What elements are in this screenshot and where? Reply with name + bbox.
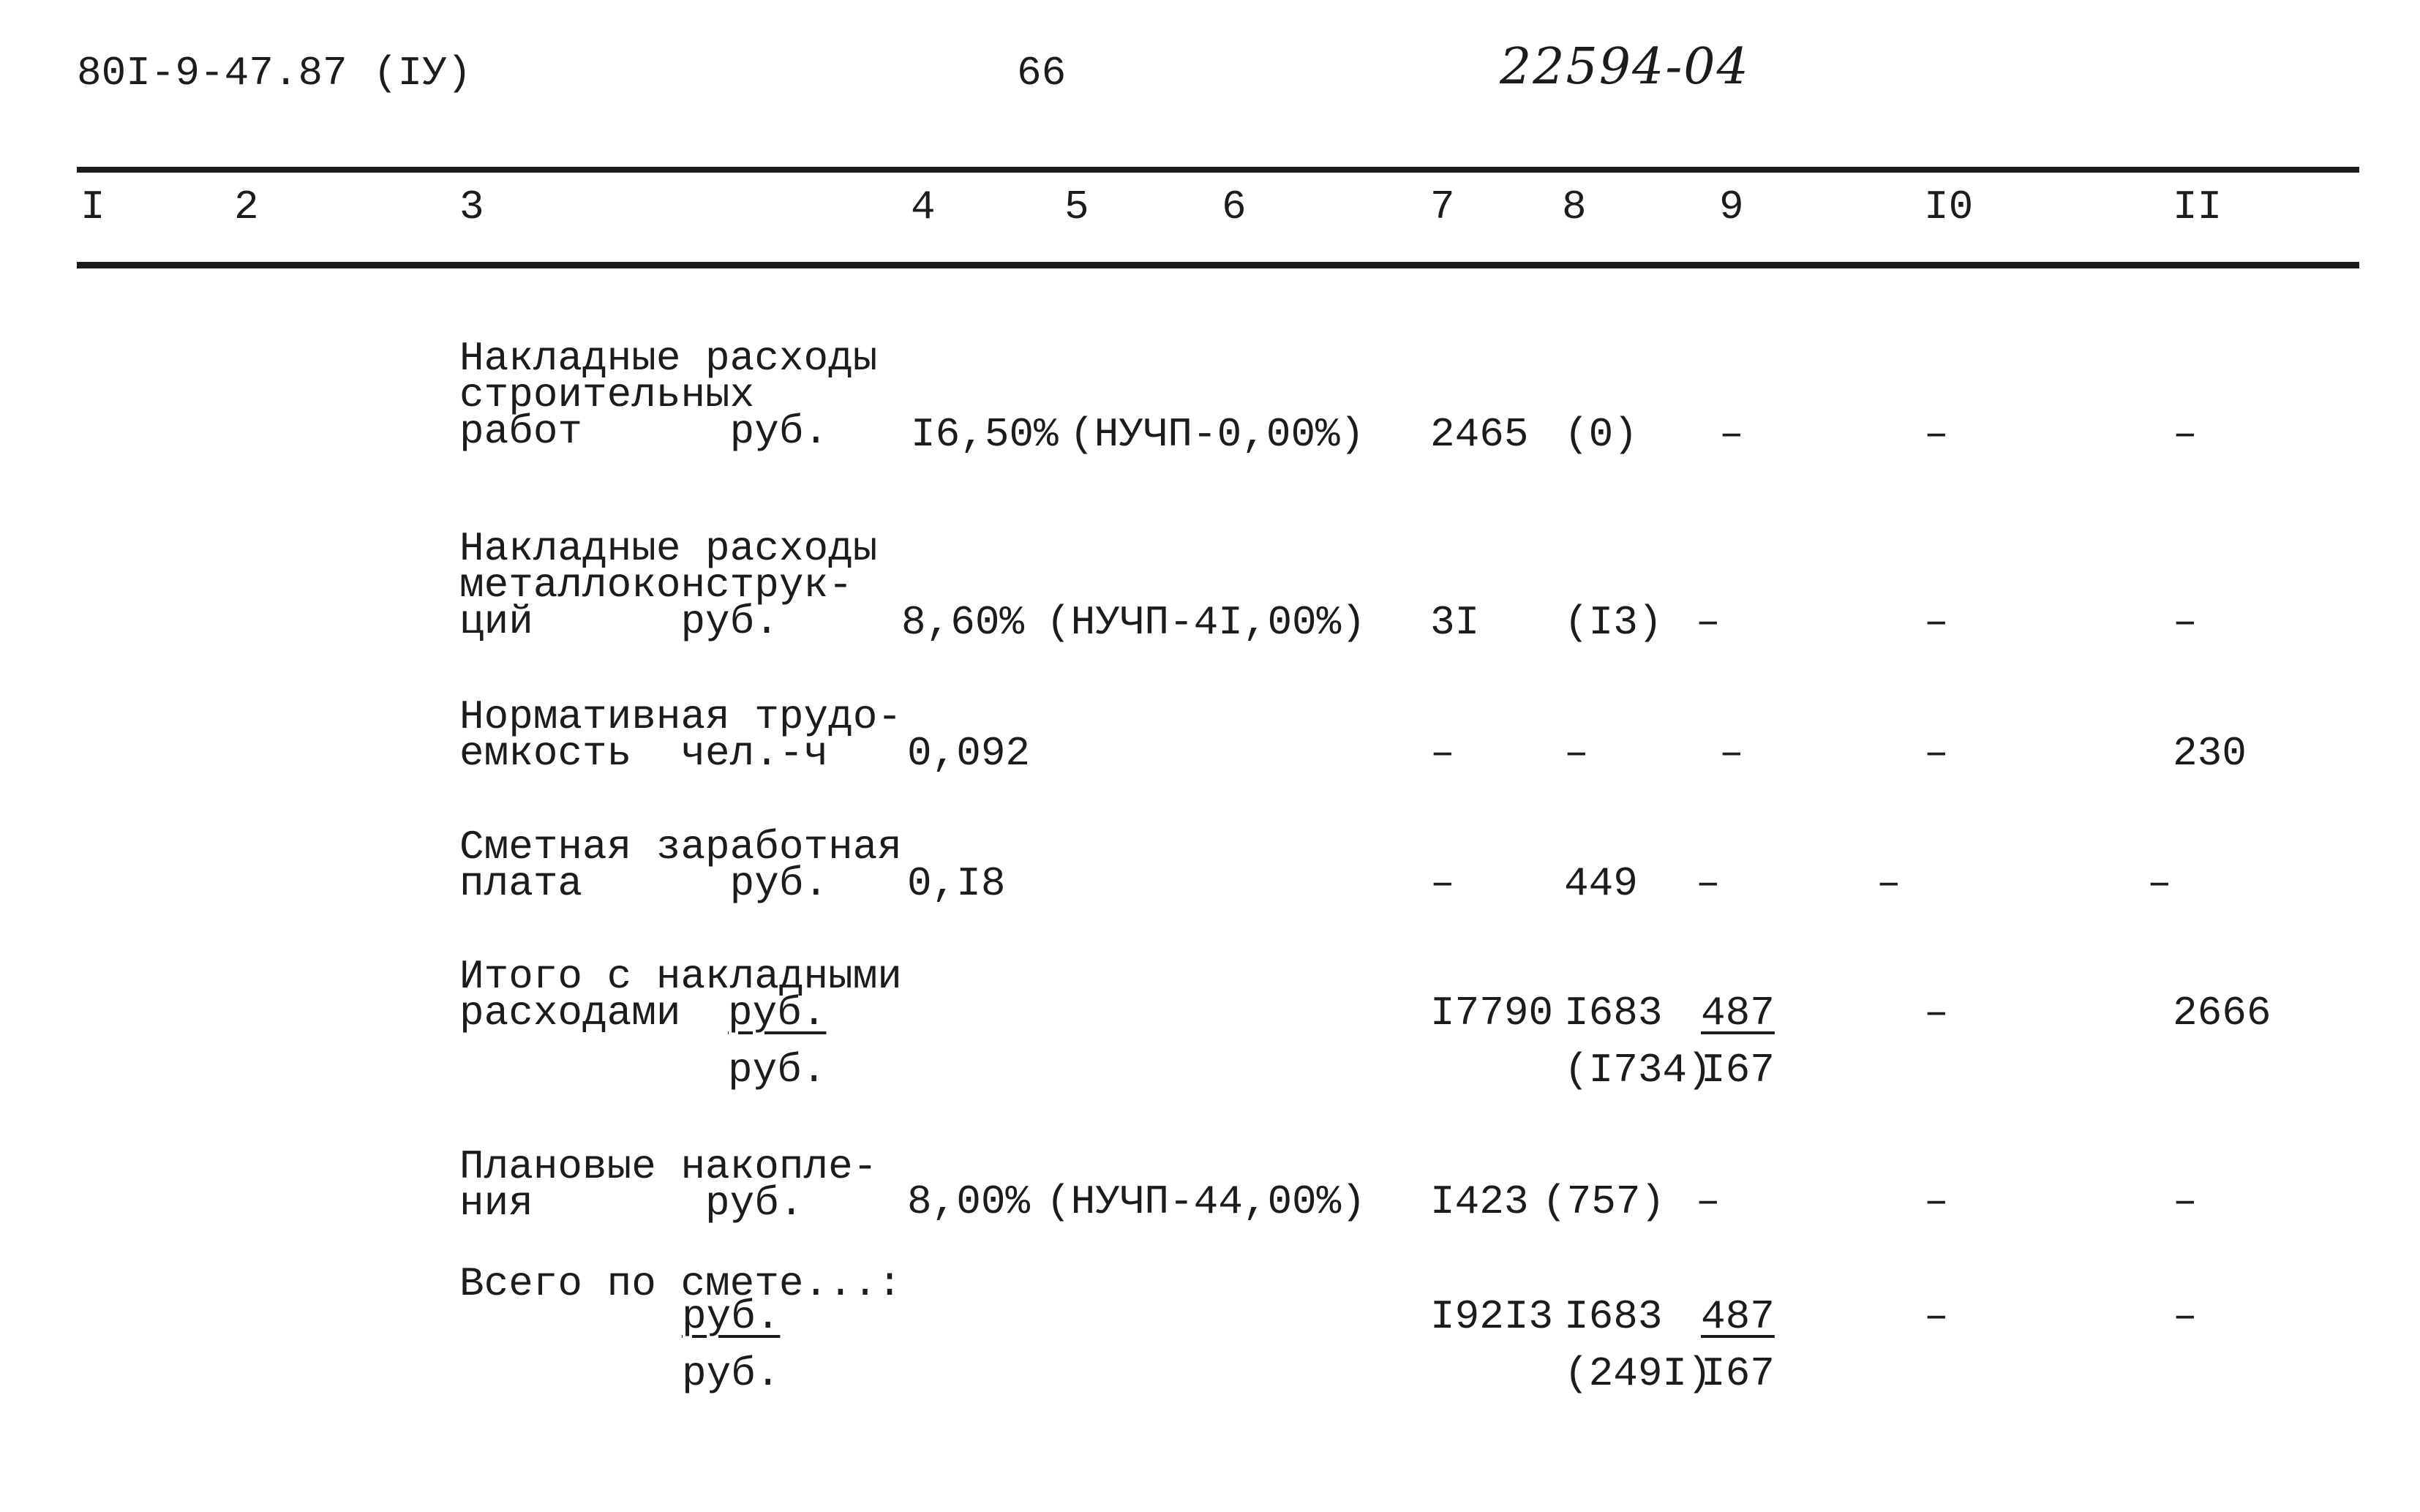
- row-label-line: строительных: [459, 372, 755, 418]
- nuchp-value: (НУЧП-4I,00%): [1046, 599, 1366, 646]
- row-label: [459, 1260, 902, 1307]
- col7-value: I92I3: [1430, 1293, 1554, 1340]
- column-header: 8: [1562, 184, 1587, 230]
- col9-value: 487: [1701, 1293, 1775, 1340]
- column-header: II: [2173, 184, 2222, 230]
- row-label-line: Плановые накопле-: [459, 1143, 878, 1190]
- row-label-line: ций руб.: [459, 598, 779, 645]
- col8-value: (757): [1542, 1178, 1666, 1225]
- col11-value: –: [2173, 1178, 2198, 1225]
- column-header: 7: [1430, 184, 1455, 230]
- col11-value: 230: [2173, 730, 2247, 777]
- row-label-line: плата руб.: [459, 860, 829, 907]
- volume-number: (IУ): [373, 50, 472, 97]
- col11-value: –: [2173, 411, 2198, 458]
- col8-value: I683: [1564, 990, 1663, 1037]
- column-header: I0: [1924, 184, 1974, 230]
- row-label-line: Итого с накладными: [459, 953, 902, 1000]
- col7-value: I7790: [1430, 990, 1554, 1037]
- page-number: 66: [1017, 50, 1067, 97]
- col9-subvalue: I67: [1701, 1350, 1775, 1397]
- col11-value: –: [2147, 860, 2172, 907]
- column-header: I: [80, 184, 105, 230]
- rate-value: 0,I8: [907, 860, 1006, 907]
- row-label: [459, 824, 902, 907]
- document-code: 80I-9-47.87: [77, 50, 347, 97]
- inventory-number: 22594-04: [1500, 38, 1750, 96]
- column-header: 9: [1719, 184, 1744, 230]
- col8-subvalue: (249I): [1564, 1350, 1712, 1397]
- col9-value: –: [1696, 599, 1721, 646]
- col8-subvalue: (I734): [1564, 1047, 1712, 1094]
- unit-label: руб.: [682, 1350, 781, 1397]
- header-bottom-rule: [77, 262, 2359, 268]
- col7-value: 3I: [1430, 599, 1480, 646]
- row-label: [459, 953, 902, 1037]
- col7-value: –: [1430, 860, 1455, 907]
- row-label: [459, 1143, 878, 1227]
- col10-value: –: [1924, 411, 1949, 458]
- col8-value: I683: [1564, 1293, 1663, 1340]
- col7-value: I423: [1430, 1178, 1529, 1225]
- rate-value: 0,092: [907, 730, 1031, 777]
- col9-value: 487: [1701, 990, 1775, 1037]
- column-header: 3: [459, 184, 484, 230]
- col10-value: –: [1876, 860, 1901, 907]
- col10-value: –: [1924, 990, 1949, 1037]
- row-label: [459, 525, 878, 645]
- col9-value: –: [1696, 860, 1721, 907]
- nuchp-value: (НУЧП-44,00%): [1046, 1178, 1366, 1225]
- column-header: 5: [1064, 184, 1089, 230]
- row-label: [459, 693, 902, 777]
- col9-subvalue: I67: [1701, 1047, 1775, 1094]
- nuchp-value: (НУЧП-0,00%): [1070, 411, 1365, 458]
- row-label-line: Накладные расходы: [459, 335, 878, 382]
- col8-value: –: [1564, 730, 1589, 777]
- col10-value: –: [1924, 1293, 1949, 1340]
- unit-label: руб.: [728, 1047, 827, 1094]
- col10-value: –: [1924, 599, 1949, 646]
- rate-value: 8,00%: [907, 1178, 1031, 1225]
- row-label-line: емкость чел.-ч: [459, 730, 829, 777]
- col10-value: –: [1924, 1178, 1949, 1225]
- col8-value: 449: [1564, 860, 1638, 907]
- col9-value: –: [1719, 730, 1744, 777]
- row-label-line: ния руб.: [459, 1180, 804, 1227]
- col11-value: –: [2173, 599, 2198, 646]
- rate-value: I6,50%: [911, 411, 1059, 458]
- row-label: [459, 335, 878, 455]
- row-label-line: Всего по смете...:: [459, 1260, 902, 1307]
- col8-value: (I3): [1564, 599, 1663, 646]
- row-label-line: металлоконструк-: [459, 562, 853, 609]
- row-label-line: расходами: [459, 990, 681, 1037]
- rate-value: 8,60%: [901, 599, 1025, 646]
- col9-value: –: [1696, 1178, 1721, 1225]
- col8-value: (0): [1564, 411, 1638, 458]
- col11-value: –: [2173, 1293, 2198, 1340]
- col7-value: 2465: [1430, 411, 1529, 458]
- header-top-rule: [77, 167, 2359, 173]
- col10-value: –: [1924, 730, 1949, 777]
- column-header: 2: [234, 184, 259, 230]
- column-header: 6: [1222, 184, 1247, 230]
- col9-value: –: [1719, 411, 1744, 458]
- unit-label: руб.: [728, 990, 827, 1037]
- row-label-line: работ руб.: [459, 408, 829, 455]
- col7-value: –: [1430, 730, 1455, 777]
- row-label-line: Накладные расходы: [459, 525, 878, 572]
- row-label-line: Сметная заработная: [459, 824, 902, 870]
- row-label-line: Нормативная трудо-: [459, 693, 902, 740]
- col11-value: 2666: [2173, 990, 2271, 1037]
- unit-label: руб.: [682, 1293, 781, 1340]
- column-header: 4: [911, 184, 936, 230]
